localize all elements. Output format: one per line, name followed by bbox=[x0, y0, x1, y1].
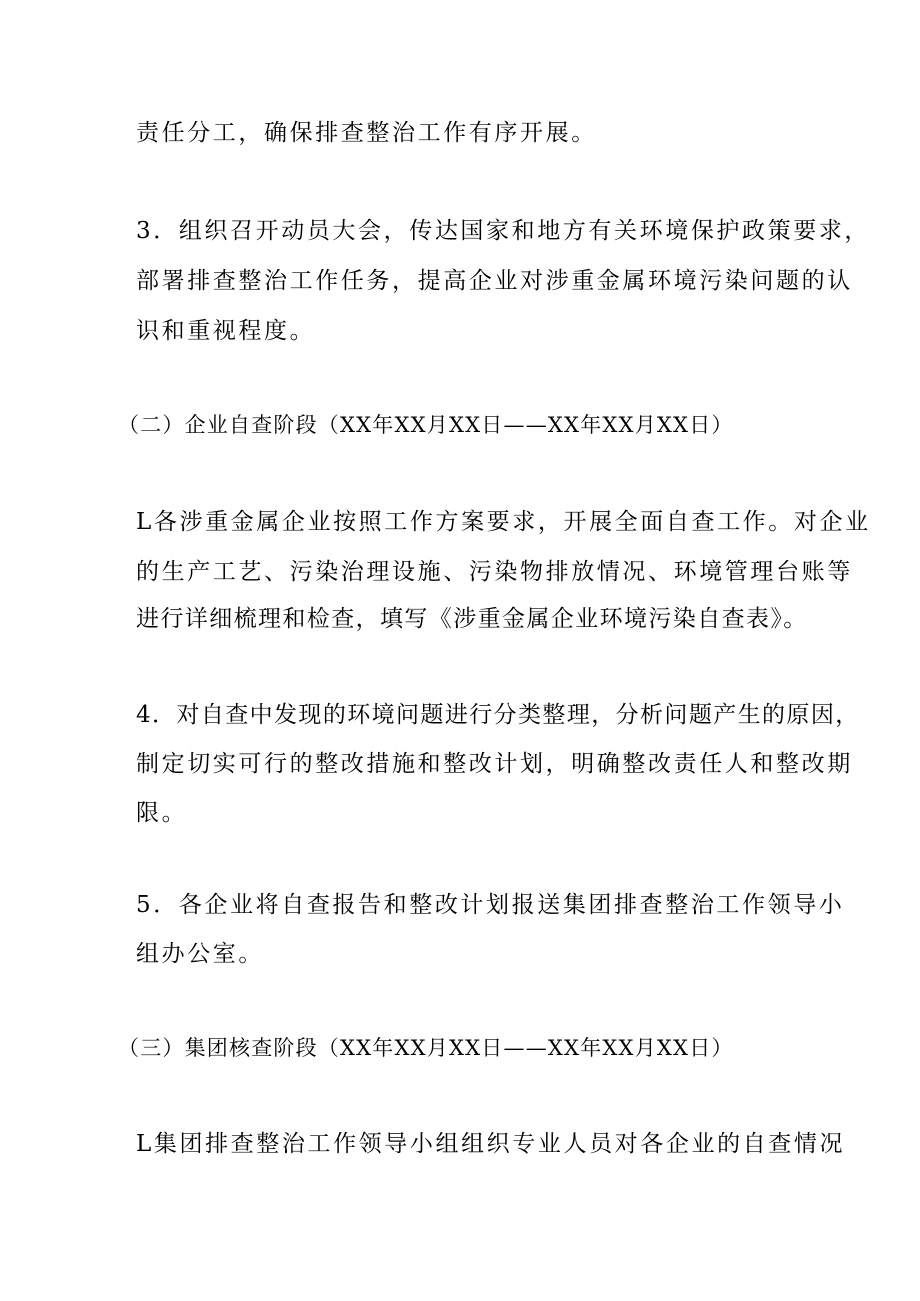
section-heading: （三）集团核查阶段（XX年XX月XX日——XX年XX月XX日） bbox=[118, 1036, 734, 1060]
section-heading: （二）企业自查阶段（XX年XX月XX日——XX年XX月XX日） bbox=[118, 413, 734, 437]
paragraph-line: 5．各企业将自查报告和整改计划报送集团排查整治工作领导小 bbox=[136, 892, 845, 918]
paragraph-line: 进行详细梳理和检查，填写《涉重金属企业环境污染自查表》。 bbox=[136, 606, 808, 632]
paragraph-line: 部署排查整治工作任务，提高企业对涉重金属环境污染问题的认 bbox=[136, 268, 853, 294]
paragraph-line: 的生产工艺、污染治理设施、污染物排放情况、环境管理台账等 bbox=[136, 559, 853, 585]
paragraph-line: L各涉重金属企业按照工作方案要求，开展全面自查工作。对企业 bbox=[136, 509, 871, 535]
paragraph-line: 限。 bbox=[136, 800, 188, 826]
paragraph-line: 组办公室。 bbox=[136, 941, 264, 967]
paragraph-line: 制定切实可行的整改措施和整改计划，明确整改责任人和整改期 bbox=[136, 751, 853, 777]
paragraph-line: 3．组织召开动员大会，传达国家和地方有关环境保护政策要求， bbox=[136, 218, 871, 244]
paragraph-line: 4．对自查中发现的环境问题进行分类整理，分析问题产生的原因， bbox=[136, 702, 860, 728]
paragraph-line: 责任分工，确保排查整治工作有序开展。 bbox=[136, 120, 597, 146]
paragraph-line: L集团排查整治工作领导小组组织专业人员对各企业的自查情况 bbox=[136, 1131, 846, 1157]
paragraph-line: 识和重视程度。 bbox=[136, 318, 316, 344]
